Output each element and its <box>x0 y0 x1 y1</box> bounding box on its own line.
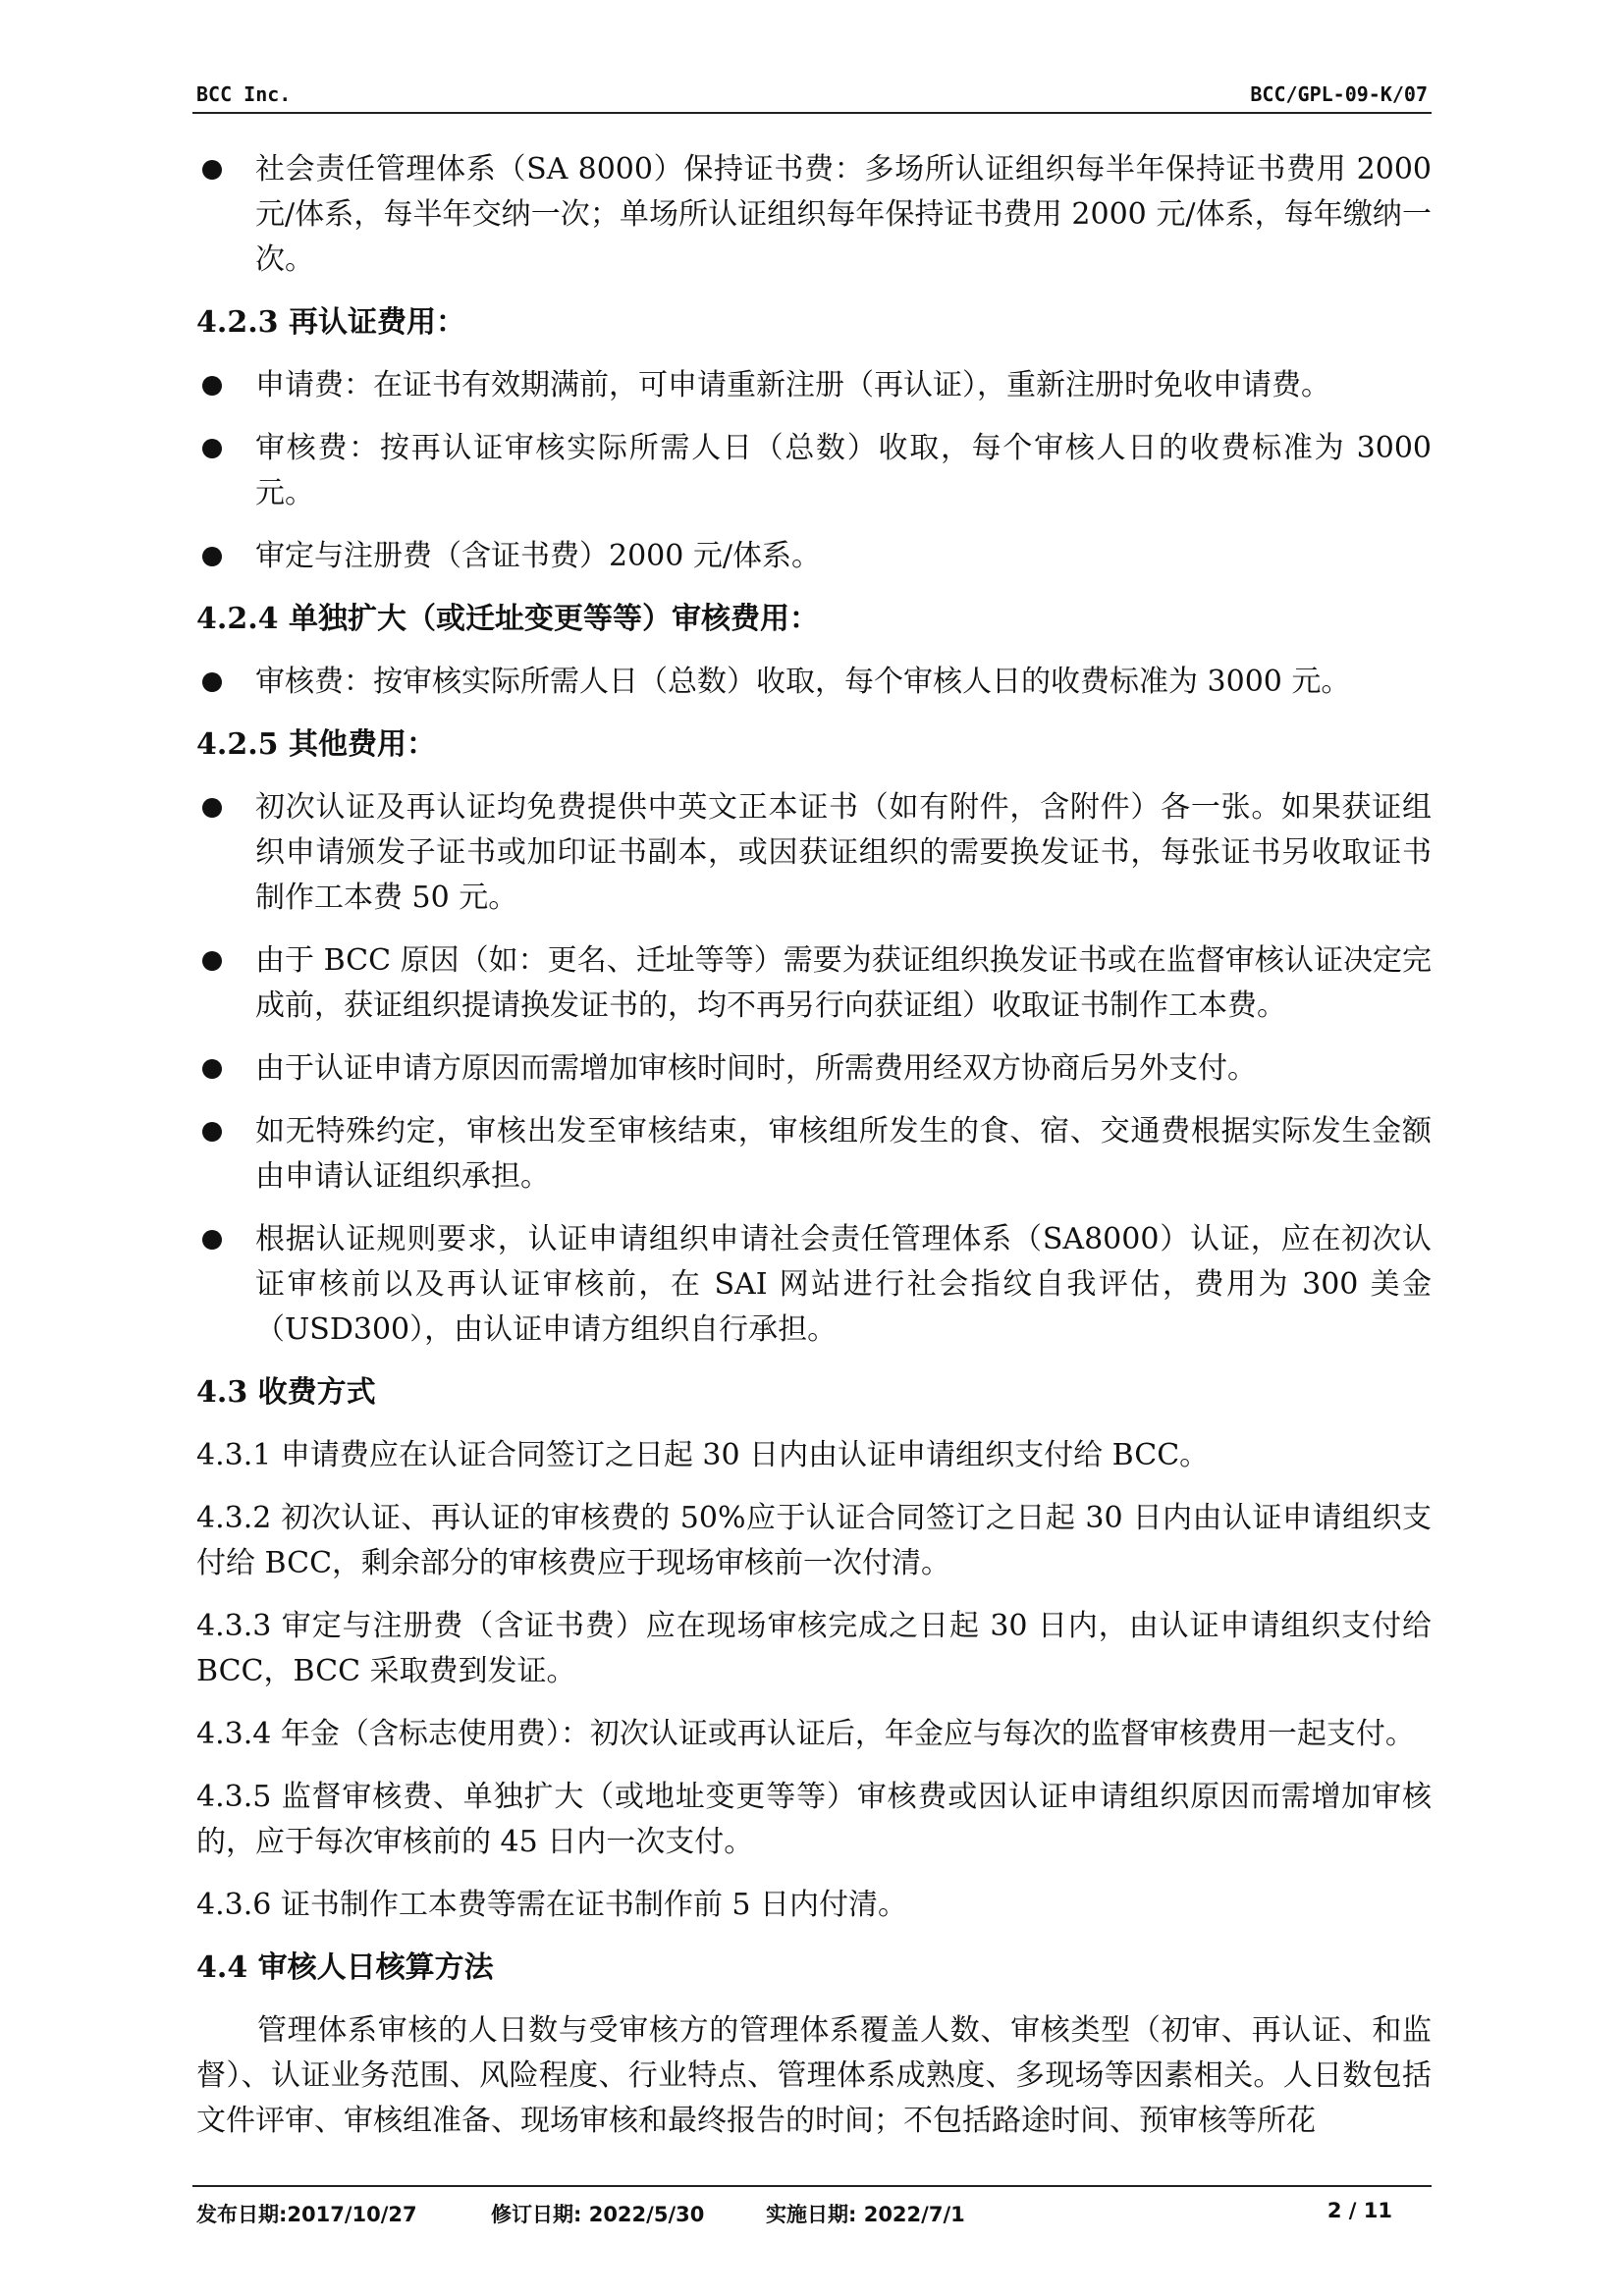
header-doc-code: BCC/GPL-09-K/07 <box>1250 82 1428 106</box>
section-heading-4-2-3: 4.2.3 再认证费用： <box>196 305 465 340</box>
section-heading-4-4: 4.4 审核人日核算方法 <box>196 1950 494 1985</box>
bullet-dot-icon <box>202 547 222 566</box>
bullet-dot-icon <box>202 439 222 458</box>
bullet-text: 初次认证及再认证均免费提供中英文正本证书（如有附件，含附件）各一张。如果获证组织申请颁发子证书或加印证书副本，或因获证组织的需要换发证书，每张证书另收取证书制作工本费 50 元。 <box>255 790 1432 915</box>
bullet-text: 审核费：按审核实际所需人日（总数）收取，每个审核人日的收费标准为 3000 元。 <box>255 665 1351 699</box>
section-heading-4-3: 4.3 收费方式 <box>196 1375 376 1410</box>
page-header <box>192 77 1432 112</box>
paragraph-4-3-3: 4.3.3 审定与注册费（含证书费）应在现场审核完成之日起 30 日内，由认证申请组织支付给 BCC，BCC 采取费到发证。 <box>196 1609 1432 1688</box>
bullet-dot-icon <box>202 798 222 818</box>
header-company: BCC Inc. <box>196 82 292 106</box>
paragraph-4-3-6: 4.3.6 证书制作工本费等需在证书制作前 5 日内付清。 <box>196 1888 908 1922</box>
bullet-text: 由于认证申请方原因而需增加审核时间时，所需费用经双方协商后另外支付。 <box>255 1051 1257 1086</box>
bullet-item <box>196 147 1432 283</box>
bullet-text: 根据认证规则要求，认证申请组织申请社会责任管理体系（SA8000）认证，应在初次认证审核前以及再认证审核前，在 SAI 网站进行社会指纹自我评估，费用为 300 美金（USD300），由认证申请方组织自行承担。 <box>255 1222 1432 1347</box>
bullet-item <box>196 785 1432 921</box>
bullet-item <box>196 363 1432 408</box>
bullet-item <box>196 1046 1432 1092</box>
bullet-text: 由于 BCC 原因（如：更名、迁址等等）需要为获证组织换发证书或在监督审核认证决定完成前，获证组织提请换发证书的，均不再另行向获证组）收取证书制作工本费。 <box>255 943 1432 1023</box>
bullet-text: 社会责任管理体系（SA 8000）保持证书费：多场所认证组织每半年保持证书费用 2000 元/体系，每半年交纳一次；单场所认证组织每年保持证书费用 2000 元/体系，每年缴纳一次。 <box>255 152 1432 277</box>
paragraph-4-3-1: 4.3.1 申请费应在认证合同签订之日起 30 日内由认证申请组织支付给 BCC。 <box>196 1438 1210 1472</box>
section-heading-4-2-5: 4.2.5 其他费用： <box>196 727 436 762</box>
page-footer <box>196 2199 1432 2238</box>
bullet-dot-icon <box>202 160 222 180</box>
bullet-text: 如无特殊约定，审核出发至审核结束，审核组所发生的食、宿、交通费根据实际发生金额由申请认证组织承担。 <box>255 1114 1432 1194</box>
bullet-text: 审核费：按再认证审核实际所需人日（总数）收取，每个审核人日的收费标准为 3000 元。 <box>255 431 1432 510</box>
bullet-item <box>196 1109 1432 1200</box>
bullet-item <box>196 426 1432 516</box>
paragraph-4-4: 管理体系审核的人日数与受审核方的管理体系覆盖人数、审核类型（初审、再认证、和监督）、认证业务范围、风险程度、行业特点、管理体系成熟度、多现场等因素相关。人日数包括文件评审、审核组准备、现场审核和最终报告的时间；不包括路途时间、预审核等所花 <box>196 2013 1432 2138</box>
bullet-item <box>196 1217 1432 1353</box>
header-rule <box>192 112 1432 114</box>
section-heading-4-2-4: 4.2.4 单独扩大（或迁址变更等等）审核费用： <box>196 602 819 636</box>
bullet-dot-icon <box>202 1122 222 1142</box>
footer-revision-date: 修订日期: 2022/5/30 <box>491 2203 705 2226</box>
footer-page-number: 2 / 11 <box>1326 2199 1392 2222</box>
paragraph-4-3-4: 4.3.4 年金（含标志使用费）：初次认证或再认证后，年金应与每次的监督审核费用一起支付。 <box>196 1717 1415 1751</box>
footer-rule <box>192 2185 1432 2187</box>
bullet-text: 申请费：在证书有效期满前，可申请重新注册（再认证），重新注册时免收申请费。 <box>255 368 1330 402</box>
bullet-dot-icon <box>202 1059 222 1079</box>
footer-issue-date: 发布日期:2017/10/27 <box>196 2203 417 2226</box>
bullet-dot-icon <box>202 1230 222 1250</box>
bullet-text: 审定与注册费（含证书费）2000 元/体系。 <box>255 539 821 573</box>
bullet-item <box>196 660 1432 705</box>
bullet-dot-icon <box>202 672 222 692</box>
document-body <box>196 147 1432 2169</box>
bullet-item <box>196 938 1432 1029</box>
bullet-dot-icon <box>202 951 222 971</box>
paragraph-4-3-2: 4.3.2 初次认证、再认证的审核费的 50%应于认证合同签订之日起 30 日内由认证申请组织支付给 BCC，剩余部分的审核费应于现场审核前一次付清。 <box>196 1501 1432 1580</box>
footer-effective-date: 实施日期: 2022/7/1 <box>766 2203 965 2226</box>
bullet-item <box>196 534 1432 579</box>
bullet-dot-icon <box>202 376 222 396</box>
paragraph-4-3-5: 4.3.5 监督审核费、单独扩大（或地址变更等等）审核费或因认证申请组织原因而需增加审核的，应于每次审核前的 45 日内一次支付。 <box>196 1780 1432 1859</box>
